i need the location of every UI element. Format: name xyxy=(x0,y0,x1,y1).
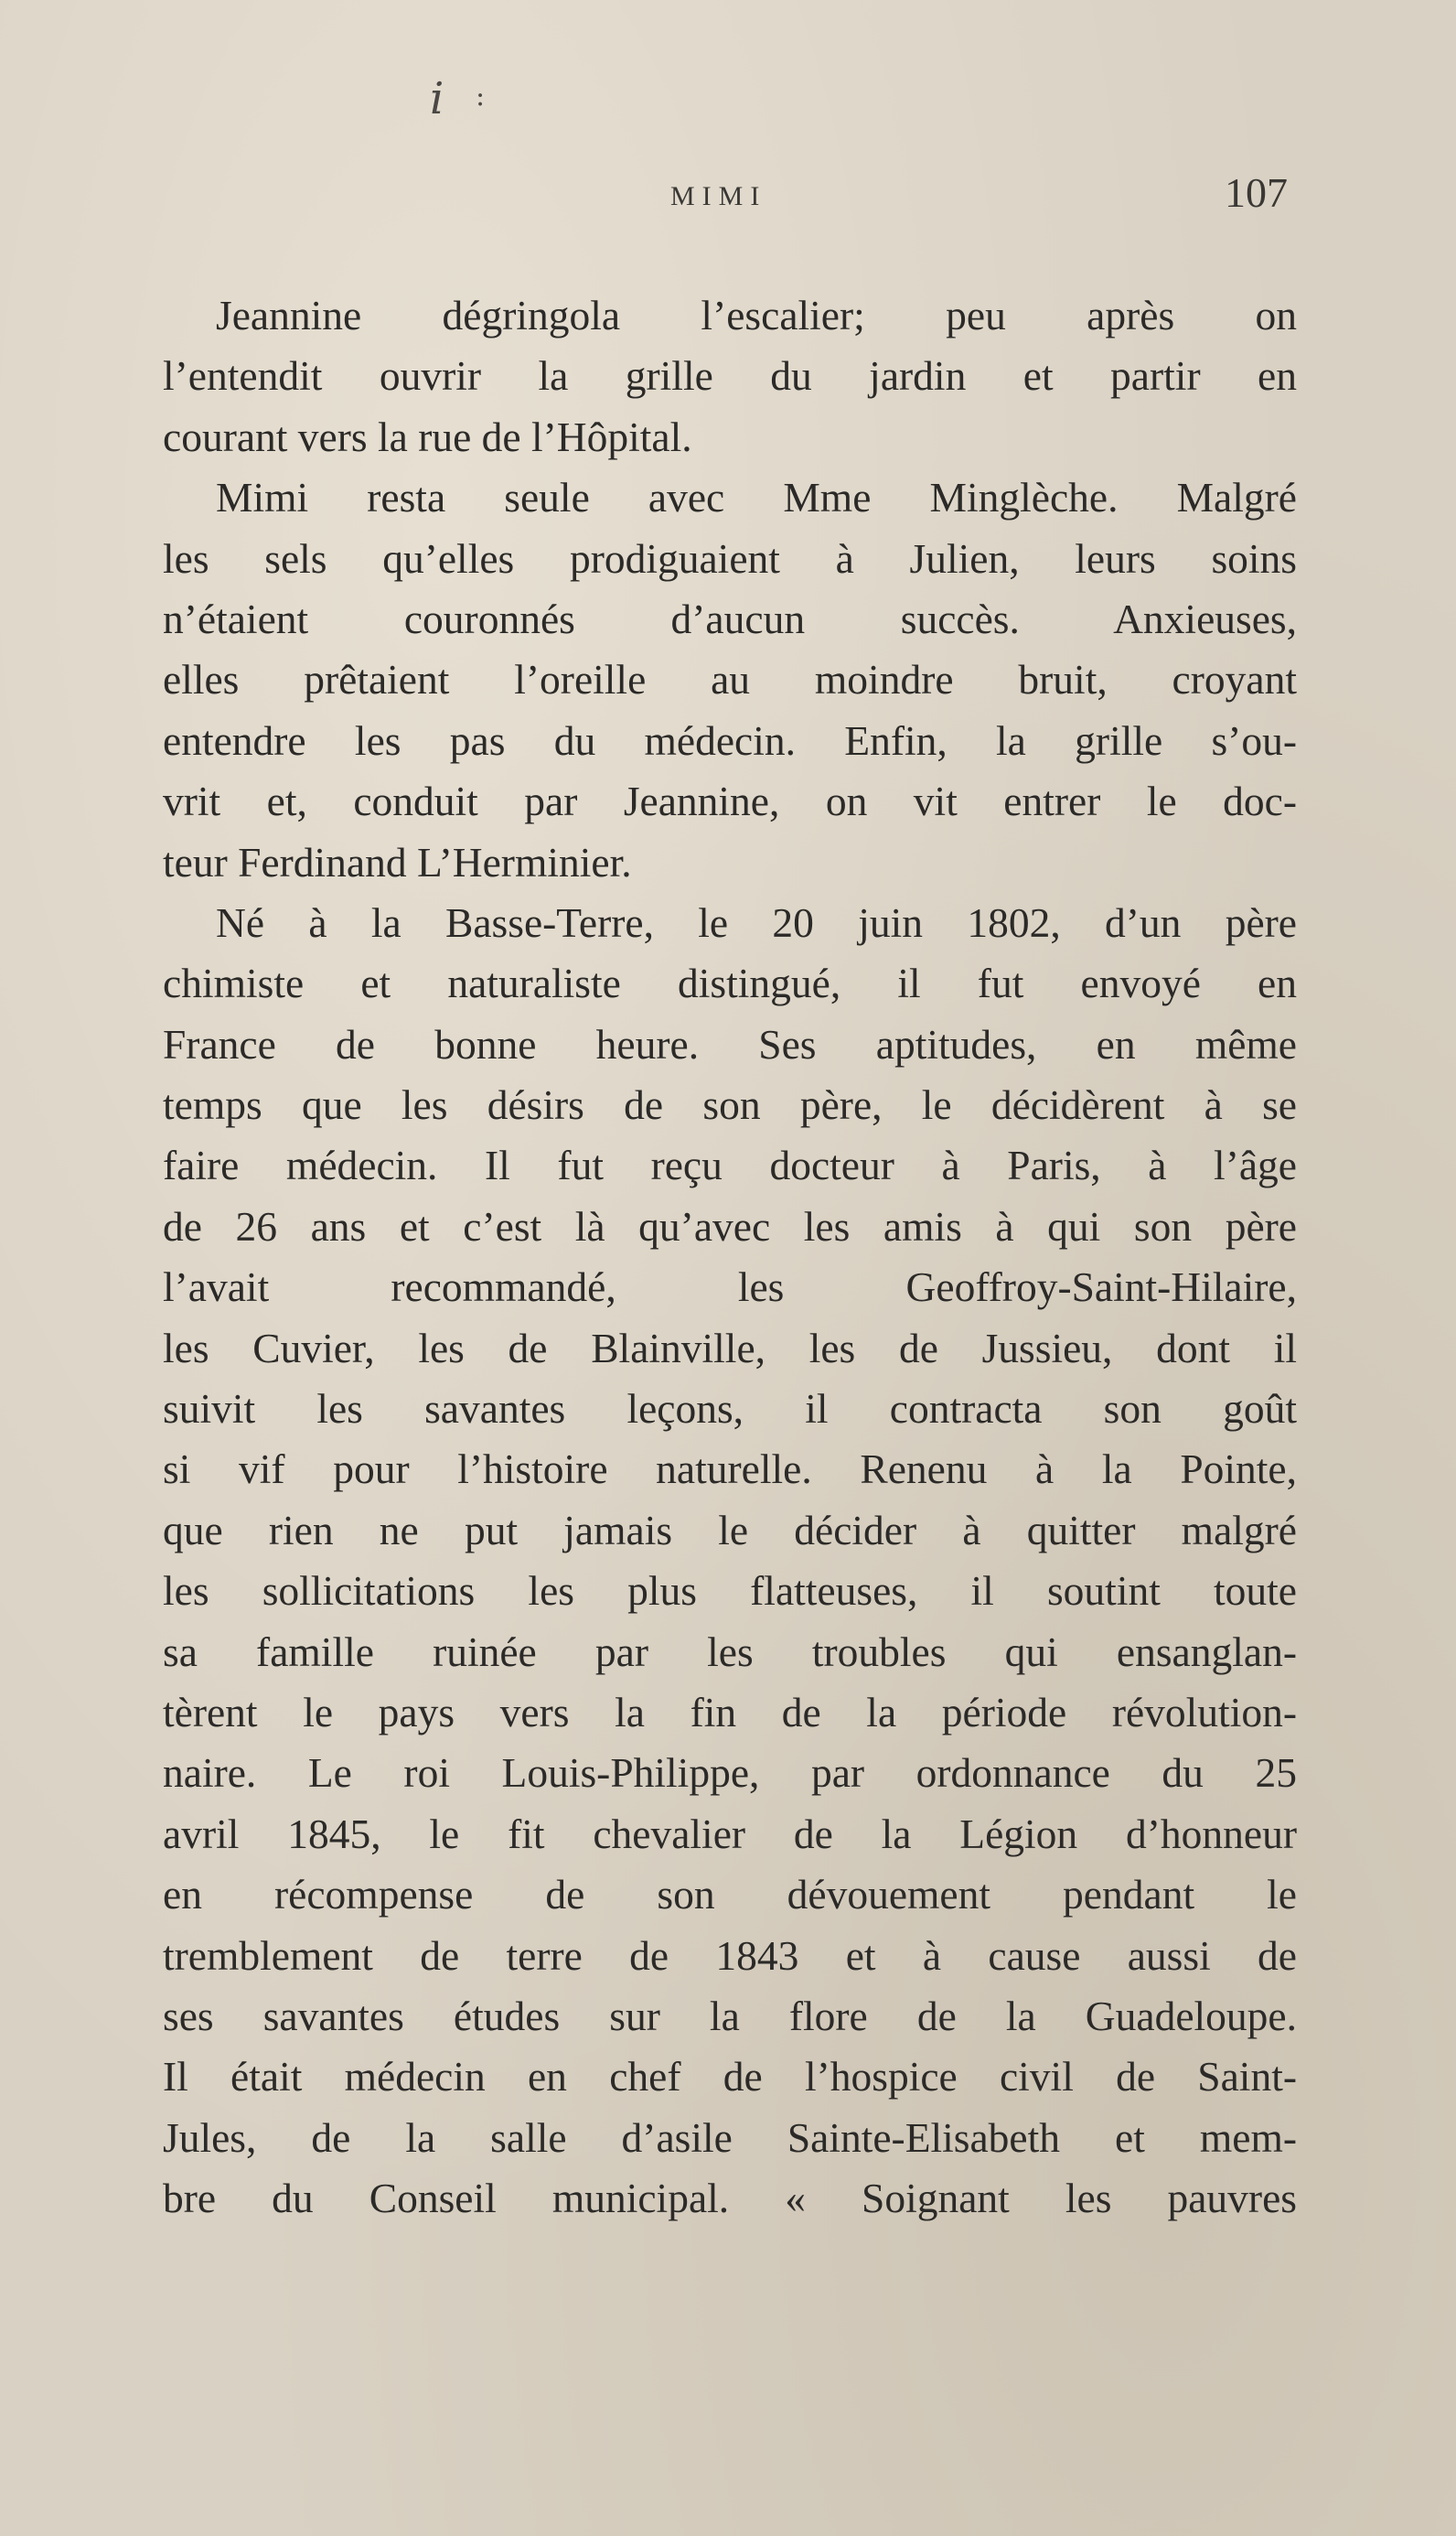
ink-speck: : xyxy=(476,81,486,113)
text-line: faire médecin. Il fut reçu docteur à Paris, à l’âge xyxy=(163,1142,1297,1189)
text-line: suivit les savantes leçons, il contracta son goût xyxy=(163,1385,1297,1433)
text-line: les sollicitations les plus flatteuses, il soutint toute xyxy=(163,1567,1297,1615)
text-line: les sels qu’elles prodiguaient à Julien, leurs soins xyxy=(163,534,1297,582)
text-line: si vif pour l’histoire naturelle. Renenu à la Pointe, xyxy=(163,1445,1297,1493)
running-title: MIMI xyxy=(670,181,767,211)
text-line: Jeannine dégringola l’escalier; peu après on xyxy=(216,292,1297,338)
text-line: ses savantes études sur la flore de la Guadeloupe. xyxy=(163,1992,1297,2039)
page-header xyxy=(163,163,1288,227)
text-line: que rien ne put jamais le décider à quitter malgré xyxy=(163,1506,1297,1553)
text-line: France de bonne heure. Ses aptitudes, en même xyxy=(163,1020,1297,1068)
text-line: avril 1845, le fit chevalier de la Légion d’honneur xyxy=(163,1810,1297,1857)
text-line: de 26 ans et c’est là qu’avec les amis à qui son père xyxy=(163,1202,1297,1250)
text-line: en récompense de son dévouement pendant le xyxy=(163,1871,1297,1918)
text-line: elles prêtaient l’oreille au moindre bruit, croyant xyxy=(163,656,1297,704)
text-line: tremblement de terre de 1843 et à cause aussi de xyxy=(163,1931,1297,1979)
text-line: l’entendit ouvrir la grille du jardin et partir en xyxy=(163,352,1297,400)
text-line: sa famille ruinée par les troubles qui ensanglan- xyxy=(163,1628,1297,1675)
text-line: Jules, de la salle d’asile Sainte-Elisabeth et mem- xyxy=(163,2113,1297,2161)
text-line: Il était médecin en chef de l’hospice civil de Saint- xyxy=(163,2053,1297,2101)
text-line: teur Ferdinand L’Herminier. xyxy=(163,838,632,886)
text-line: Né à la Basse-Terre, le 20 juin 1802, d’un père xyxy=(216,898,1297,946)
text-line: naire. Le roi Louis-Philippe, par ordonnance du 25 xyxy=(163,1749,1297,1797)
text-line: vrit et, conduit par Jeannine, on vit entrer le doc- xyxy=(163,778,1297,825)
text-line: chimiste et naturaliste distingué, il fut envoyé en xyxy=(163,960,1297,1007)
text-line: Mimi resta seule avec Mme Minglèche. Malgré xyxy=(216,474,1297,521)
body-text xyxy=(163,285,1297,2230)
text-line: n’étaient couronnés d’aucun succès. Anxieuses, xyxy=(163,595,1297,642)
text-line: tèrent le pays vers la fin de la période révolution- xyxy=(163,1688,1297,1735)
text-line: temps que les désirs de son père, le décidèrent à se xyxy=(163,1081,1297,1129)
text-line: courant vers la rue de l’Hôpital. xyxy=(163,413,692,460)
text-line: les Cuvier, les de Blainville, les de Jussieu, dont il xyxy=(163,1324,1297,1371)
text-line: entendre les pas du médecin. Enfin, la grille s’ou- xyxy=(163,716,1297,764)
text-line: bre du Conseil municipal. « Soignant les pauvres xyxy=(163,2175,1297,2222)
page-number: 107 xyxy=(1225,169,1288,216)
text-line: l’avait recommandé, les Geoffroy-Saint-Hilaire, xyxy=(163,1263,1297,1311)
ink-mark: i xyxy=(430,73,444,124)
